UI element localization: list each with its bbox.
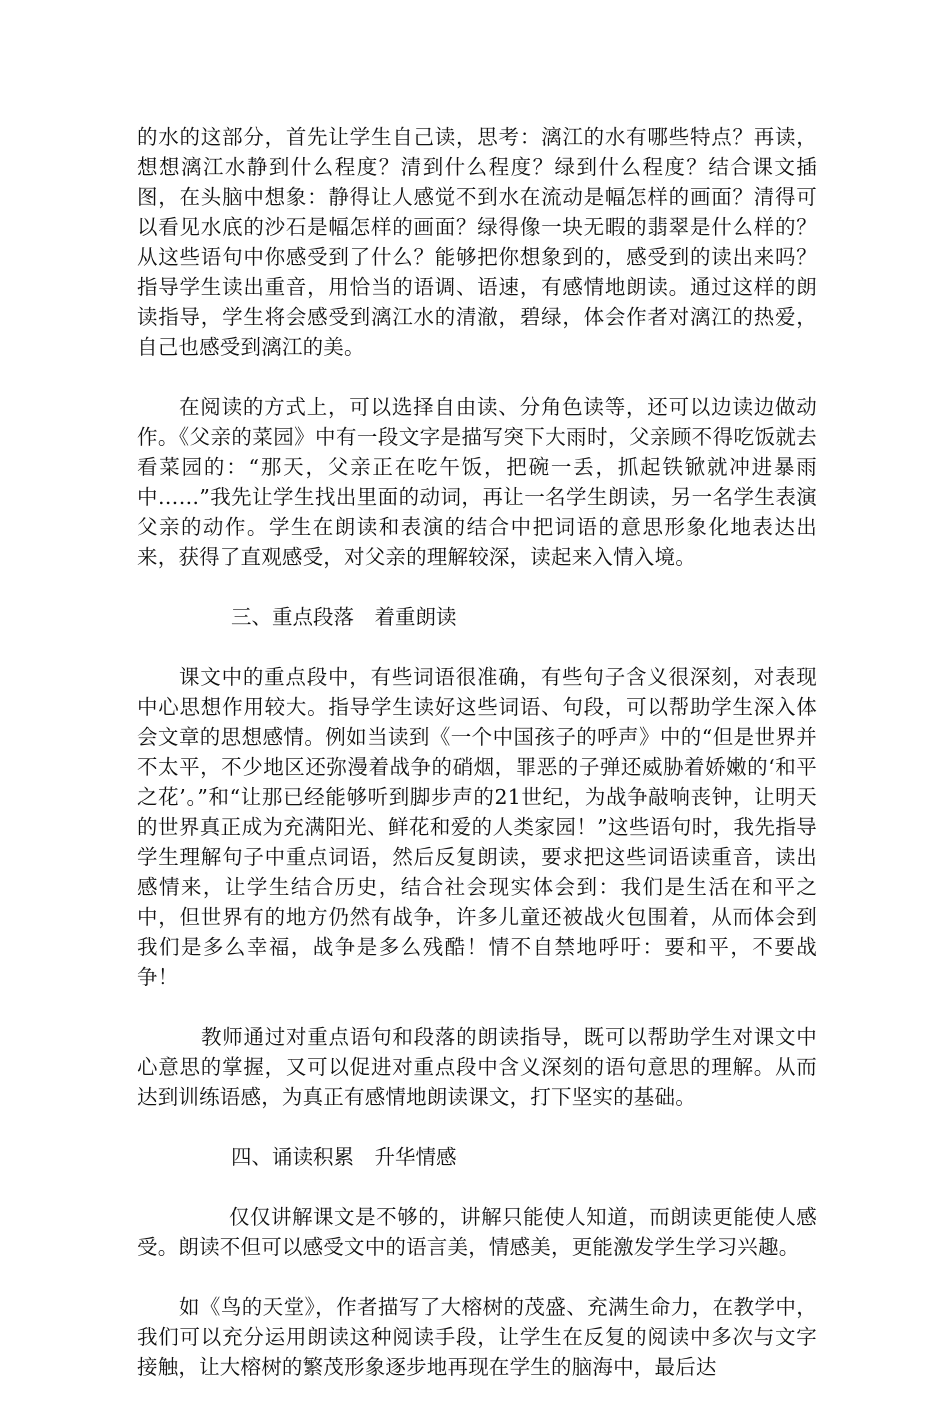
paragraph-reading-methods: 在阅读的方式上，可以选择自由读、分角色读等，还可以边读边做动作。《父亲的菜园》中有一段文字是描写突下大雨时，父亲顾不得吃饭就去看菜园的：“那天，父亲正在吃午饭，把碗一丢，抓起铁锨就冲进暴雨中……”我先让学生找出里面的动词，再让一名学生朗读，另一名学生表演父亲的动作。学生在朗读和表演的结合中把词语的意思形象化地表达出来，获得了直观感受，对父亲的理解较深，读起来入情入境。 bbox=[137, 395, 817, 569]
paragraph-bird-paradise: 如《鸟的天堂》，作者描写了大榕树的茂盛、充满生命力，在教学中，我们可以充分运用朗读这种阅读手段，让学生在反复的阅读中多次与文字接触，让大榕树的繁茂形象逐步地再现在学生的脑海中，最后达 bbox=[137, 1295, 817, 1379]
paragraph-key-sections: 课文中的重点段中，有些词语很准确，有些句子含义很深刻，对表现中心思想作用较大。指导学生读好这些词语、句段，可以帮助学生深入体会文章的思想感情。例如当读到《一个中国孩子的呼声》中的“但是世界并不太平，不少地区还弥漫着战争的硝烟，罪恶的子弹还威胁着娇嫩的‘和平之花’。”和“让那已经能够听到脚步声的21世纪，为战争敲响丧钟，让明天的世界真正成为充满阳光、鲜花和爱的人类家园！”这些语句时，我先指导学生理解句子中重点词语，然后反复朗读，要求把这些词语读重音，读出感情来，让学生结合历史，结合社会现实体会到：我们是生活在和平之中，但世界有的地方仍然有战争，许多儿童还被战火包围着，从而体会到我们是多么幸福，战争是多么残酷！情不自禁地呼吁：要和平，不要战争！ bbox=[137, 665, 817, 989]
section-heading-3: 三、重点段落 着重朗读 bbox=[231, 605, 457, 629]
paragraph-recitation: 仅仅讲解课文是不够的，讲解只能使人知道，而朗读更能使人感受。朗读不但可以感受文中的语言美，情感美，更能激发学生学习兴趣。 bbox=[137, 1205, 817, 1259]
document-page bbox=[137, 122, 817, 1412]
paragraph-lijiang-water: 的水的这部分，首先让学生自己读，思考：漓江的水有哪些特点？再读，想想漓江水静到什么程度？清到什么程度？绿到什么程度？结合课文插图，在头脑中想象：静得让人感觉不到水在流动是幅怎样的画面？清得可以看见水底的沙石是幅怎样的画面？绿得像一块无暇的翡翠是什么样的？从这些语句中你感受到了什么？能够把你想象到的，感受到的读出来吗？指导学生读出重音，用恰当的语调、语速，有感情地朗读。通过这样的朗读指导，学生将会感受到漓江水的清澈，碧绿，体会作者对漓江的热爱，自己也感受到漓江的美。 bbox=[137, 125, 817, 359]
section-heading-4: 四、诵读积累 升华情感 bbox=[231, 1145, 457, 1169]
paragraph-teacher-guidance: 教师通过对重点语句和段落的朗读指导，既可以帮助学生对课文中心意思的掌握，又可以促进对重点段中含义深刻的语句意思的理解。从而达到训练语感，为真正有感情地朗读课文，打下坚实的基础。 bbox=[137, 1025, 817, 1109]
